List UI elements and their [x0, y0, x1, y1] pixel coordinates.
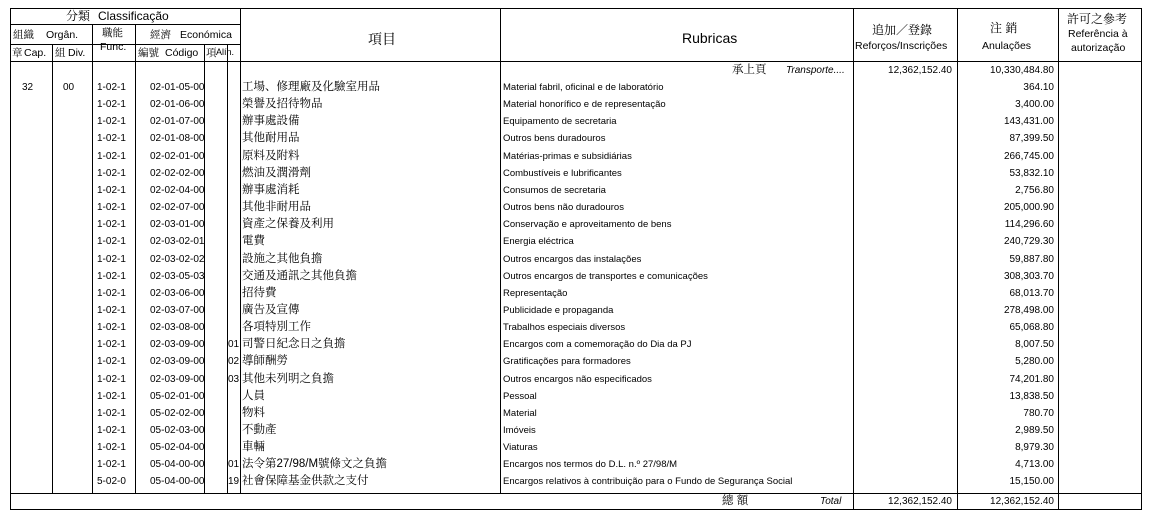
- rule-referencia: [1058, 8, 1059, 510]
- row-anulacoes: 205,000.90: [1003, 202, 1054, 213]
- row-func: 1-02-1: [97, 356, 126, 367]
- row-codigo: 05-04-00-00: [150, 476, 205, 487]
- header-classificacao-zh: 分類: [66, 9, 91, 23]
- header-anulacoes-zh: 注 銷: [990, 21, 1018, 35]
- row-rubrica: Outros encargos não especificados: [503, 374, 652, 385]
- row-func: 1-02-1: [97, 116, 126, 127]
- row-item: 法令第27/98/M號條文之負擔: [242, 458, 388, 470]
- rule-right: [1141, 8, 1142, 510]
- row-rubrica: Gratificações para formadores: [503, 356, 631, 367]
- row-item: 物料: [242, 407, 265, 419]
- row-item: 電費: [242, 235, 265, 247]
- row-func: 1-02-1: [97, 219, 126, 230]
- rule-classificacao: [10, 24, 240, 25]
- header-ref-pt1: Referência à: [1068, 28, 1128, 40]
- row-rubrica: Encargos relativos à contribuição para o Fundo de Segurança Social: [503, 476, 793, 487]
- row-codigo: 02-01-06-00: [150, 99, 205, 110]
- row-alin: 01: [228, 459, 240, 470]
- row-anulacoes: 266,745.00: [1003, 151, 1054, 162]
- row-codigo: 05-04-00-00: [150, 459, 205, 470]
- row-anulacoes: 240,729.30: [1003, 236, 1054, 247]
- row-func: 1-02-1: [97, 271, 126, 282]
- transport-label-zh: 承上頁: [732, 64, 767, 76]
- header-codigo-zh: 編號: [138, 47, 159, 59]
- rule-cap: [52, 44, 53, 493]
- row-item: 司警日紀念日之負擔: [242, 338, 346, 350]
- row-item: 不動產: [242, 424, 277, 436]
- org-div: 00: [63, 82, 75, 93]
- header-classificacao-pt: Classificação: [98, 9, 169, 23]
- header-anulacoes-pt: Anulações: [982, 40, 1032, 52]
- row-anulacoes: 13,838.50: [1009, 391, 1054, 402]
- row-anulacoes: 68,013.70: [1009, 288, 1054, 299]
- total-label-pt: Total: [820, 496, 842, 507]
- rule-rubrica: [500, 8, 501, 493]
- row-func: 1-02-1: [97, 202, 126, 213]
- header-codigo-pt: Código: [165, 47, 199, 59]
- row-item: 工場、修理廠及化驗室用品: [242, 81, 380, 93]
- rule-bottom: [10, 509, 1142, 510]
- row-item: 導師酬勞: [242, 355, 288, 367]
- row-item: 其他耐用品: [242, 132, 300, 144]
- row-anulacoes: 308,303.70: [1003, 271, 1054, 282]
- header-div-pt: Div.: [68, 47, 86, 59]
- row-rubrica: Outros encargos de transportes e comunicações: [503, 271, 708, 282]
- row-func: 1-02-1: [97, 185, 126, 196]
- row-rubrica: Combustíveis e lubrificantes: [503, 168, 622, 179]
- row-codigo: 02-03-09-00: [150, 374, 205, 385]
- row-item: 車輛: [242, 441, 265, 453]
- header-ref-pt2: autorização: [1071, 42, 1126, 54]
- row-func: 1-02-1: [97, 322, 126, 333]
- row-codigo: 05-02-03-00: [150, 425, 205, 436]
- row-rubrica: Outros bens não duradouros: [503, 202, 624, 213]
- row-anulacoes: 74,201.80: [1009, 374, 1054, 385]
- row-anulacoes: 5,280.00: [1015, 356, 1054, 367]
- row-rubrica: Outros bens duradouros: [503, 133, 606, 144]
- row-codigo: 05-02-04-00: [150, 442, 205, 453]
- rule-header-bottom: [10, 61, 1142, 62]
- row-anulacoes: 8,979.30: [1015, 442, 1054, 453]
- row-anulacoes: 8,007.50: [1015, 339, 1054, 350]
- row-anulacoes: 114,296.60: [1004, 219, 1054, 230]
- row-anulacoes: 143,431.00: [1003, 116, 1054, 127]
- row-func: 1-02-1: [97, 339, 126, 350]
- row-item: 設施之其他負擔: [242, 253, 323, 265]
- total-reforcos: 12,362,152.40: [888, 496, 952, 507]
- row-codigo: 02-03-08-00: [150, 322, 205, 333]
- rule-total-top: [10, 493, 1142, 494]
- row-rubrica: Representação: [503, 288, 568, 299]
- row-item: 人員: [242, 390, 265, 402]
- header-item-zh: 項目: [368, 31, 396, 47]
- row-item: 各項特別工作: [242, 321, 311, 333]
- row-rubrica: Pessoal: [503, 391, 537, 402]
- row-func: 1-02-1: [97, 442, 126, 453]
- header-rubricas: Rubricas: [682, 30, 738, 46]
- row-item: 辦事處消耗: [242, 184, 300, 196]
- row-item: 交通及通訊之其他負擔: [242, 270, 357, 282]
- row-rubrica: Publicidade e propaganda: [503, 305, 614, 316]
- row-codigo: 02-03-06-00: [150, 288, 205, 299]
- row-item: 招待費: [242, 287, 277, 299]
- header-ref-zh: 許可之參考: [1067, 12, 1128, 26]
- header-func-zh: 職能: [102, 27, 123, 39]
- rule-func: [135, 24, 136, 493]
- row-item: 廣告及宣傳: [242, 304, 300, 316]
- row-anulacoes: 53,832.10: [1009, 168, 1054, 179]
- header-cap-pt: Cap.: [24, 47, 47, 59]
- row-func: 1-02-1: [97, 168, 126, 179]
- row-codigo: 02-03-09-00: [150, 339, 205, 350]
- row-rubrica: Imóveis: [503, 425, 536, 436]
- row-rubrica: Viaturas: [503, 442, 538, 453]
- row-func: 1-02-1: [97, 305, 126, 316]
- row-codigo: 05-02-01-00: [150, 391, 205, 402]
- row-codigo: 02-02-01-00: [150, 151, 205, 162]
- row-anulacoes: 3,400.00: [1015, 99, 1054, 110]
- row-item: 資產之保養及利用: [242, 218, 334, 230]
- row-alin: 03: [228, 374, 240, 385]
- header-econ-pt: Económica: [180, 29, 232, 41]
- row-codigo: 02-03-05-03: [150, 271, 205, 282]
- row-func: 1-02-1: [97, 254, 126, 265]
- row-codigo: 02-02-04-00: [150, 185, 205, 196]
- row-item: 其他未列明之負擔: [242, 373, 334, 385]
- row-func: 1-02-1: [97, 133, 126, 144]
- row-codigo: 02-03-02-01: [150, 236, 205, 247]
- row-codigo: 02-02-02-00: [150, 168, 205, 179]
- row-codigo: 02-01-08-00: [150, 133, 205, 144]
- row-rubrica: Equipamento de secretaria: [503, 116, 617, 127]
- row-item: 燃油及潤滑劑: [242, 167, 311, 179]
- row-anulacoes: 780.70: [1023, 408, 1054, 419]
- row-item: 原料及附料: [242, 150, 300, 162]
- header-cap-zh: 章: [12, 47, 23, 59]
- row-anulacoes: 2,989.50: [1015, 425, 1054, 436]
- transport-anulacoes: 10,330,484.80: [990, 65, 1054, 76]
- row-rubrica: Trabalhos especiais diversos: [503, 322, 626, 333]
- row-rubrica: Matérias-primas e subsidiárias: [503, 151, 632, 162]
- row-anulacoes: 15,150.00: [1009, 476, 1054, 487]
- transport-label-pt: Transporte....: [786, 65, 845, 76]
- row-anulacoes: 87,399.50: [1009, 133, 1054, 144]
- row-anulacoes: 2,756.80: [1015, 185, 1054, 196]
- row-anulacoes: 364.10: [1023, 82, 1054, 93]
- total-anulacoes: 12,362,152.40: [990, 496, 1054, 507]
- row-rubrica: Energia eléctrica: [503, 236, 574, 247]
- rule-top: [10, 8, 1142, 9]
- row-func: 5-02-0: [97, 476, 126, 487]
- row-codigo: 02-01-05-00: [150, 82, 205, 93]
- row-anulacoes: 278,498.00: [1003, 305, 1054, 316]
- rule-div: [92, 24, 93, 493]
- row-codigo: 02-03-07-00: [150, 305, 205, 316]
- header-reforcos-pt: Reforços/Inscrições: [855, 40, 948, 52]
- row-func: 1-02-1: [97, 374, 126, 385]
- header-alin-zh: 項: [206, 47, 217, 59]
- total-label-zh: 總 額: [722, 495, 749, 507]
- row-codigo: 05-02-02-00: [150, 408, 205, 419]
- row-item: 榮譽及招待物品: [242, 98, 323, 110]
- row-rubrica: Conservação e aproveitamento de bens: [503, 219, 672, 230]
- row-rubrica: Outros encargos das instalações: [503, 254, 642, 265]
- row-codigo: 02-02-07-00: [150, 202, 205, 213]
- rule-left: [10, 8, 11, 510]
- row-func: 1-02-1: [97, 99, 126, 110]
- row-rubrica: Encargos com a comemoração do Dia da PJ: [503, 339, 692, 350]
- header-func-pt: Func.: [100, 41, 127, 53]
- header-reforcos-zh: 追加／登錄: [872, 23, 933, 37]
- header-div-zh: 組: [55, 47, 66, 59]
- row-anulacoes: 59,887.80: [1009, 254, 1054, 265]
- rule-item: [240, 8, 241, 493]
- row-item: 社會保障基金供款之支付: [242, 475, 369, 487]
- row-anulacoes: 4,713.00: [1015, 459, 1054, 470]
- row-alin: 01: [228, 339, 240, 350]
- header-organ-zh: 組織: [13, 29, 34, 41]
- row-item: 其他非耐用品: [242, 201, 311, 213]
- row-alin: 02: [228, 356, 240, 367]
- row-func: 1-02-1: [97, 425, 126, 436]
- row-rubrica: Material fabril, oficinal e de laboratório: [503, 82, 664, 93]
- budget-table: [10, 8, 1142, 510]
- rule-reforcos: [853, 8, 854, 510]
- row-func: 1-02-1: [97, 459, 126, 470]
- row-anulacoes: 65,068.80: [1009, 322, 1054, 333]
- row-codigo: 02-01-07-00: [150, 116, 205, 127]
- row-item: 辦事處設備: [242, 115, 300, 127]
- row-func: 1-02-1: [97, 408, 126, 419]
- row-func: 1-02-1: [97, 82, 126, 93]
- row-func: 1-02-1: [97, 236, 126, 247]
- transport-reforcos: 12,362,152.40: [888, 65, 952, 76]
- header-econ-zh: 經濟: [150, 29, 171, 41]
- row-func: 1-02-1: [97, 151, 126, 162]
- row-func: 1-02-1: [97, 288, 126, 299]
- row-rubrica: Material honorífico e de representação: [503, 99, 666, 110]
- row-alin: 19: [228, 476, 240, 487]
- header-alin-pt: Alín.: [216, 47, 235, 57]
- rule-alin: [227, 44, 228, 493]
- org-cap: 32: [22, 82, 34, 93]
- row-codigo: 02-03-09-00: [150, 356, 205, 367]
- rule-anulacoes: [957, 8, 958, 510]
- row-rubrica: Encargos nos termos do D.L. n.º 27/98/M: [503, 459, 678, 470]
- row-rubrica: Material: [503, 408, 537, 419]
- row-func: 1-02-1: [97, 391, 126, 402]
- row-codigo: 02-03-02-02: [150, 254, 205, 265]
- row-codigo: 02-03-01-00: [150, 219, 205, 230]
- row-rubrica: Consumos de secretaria: [503, 185, 606, 196]
- header-organ-pt: Orgân.: [46, 29, 79, 41]
